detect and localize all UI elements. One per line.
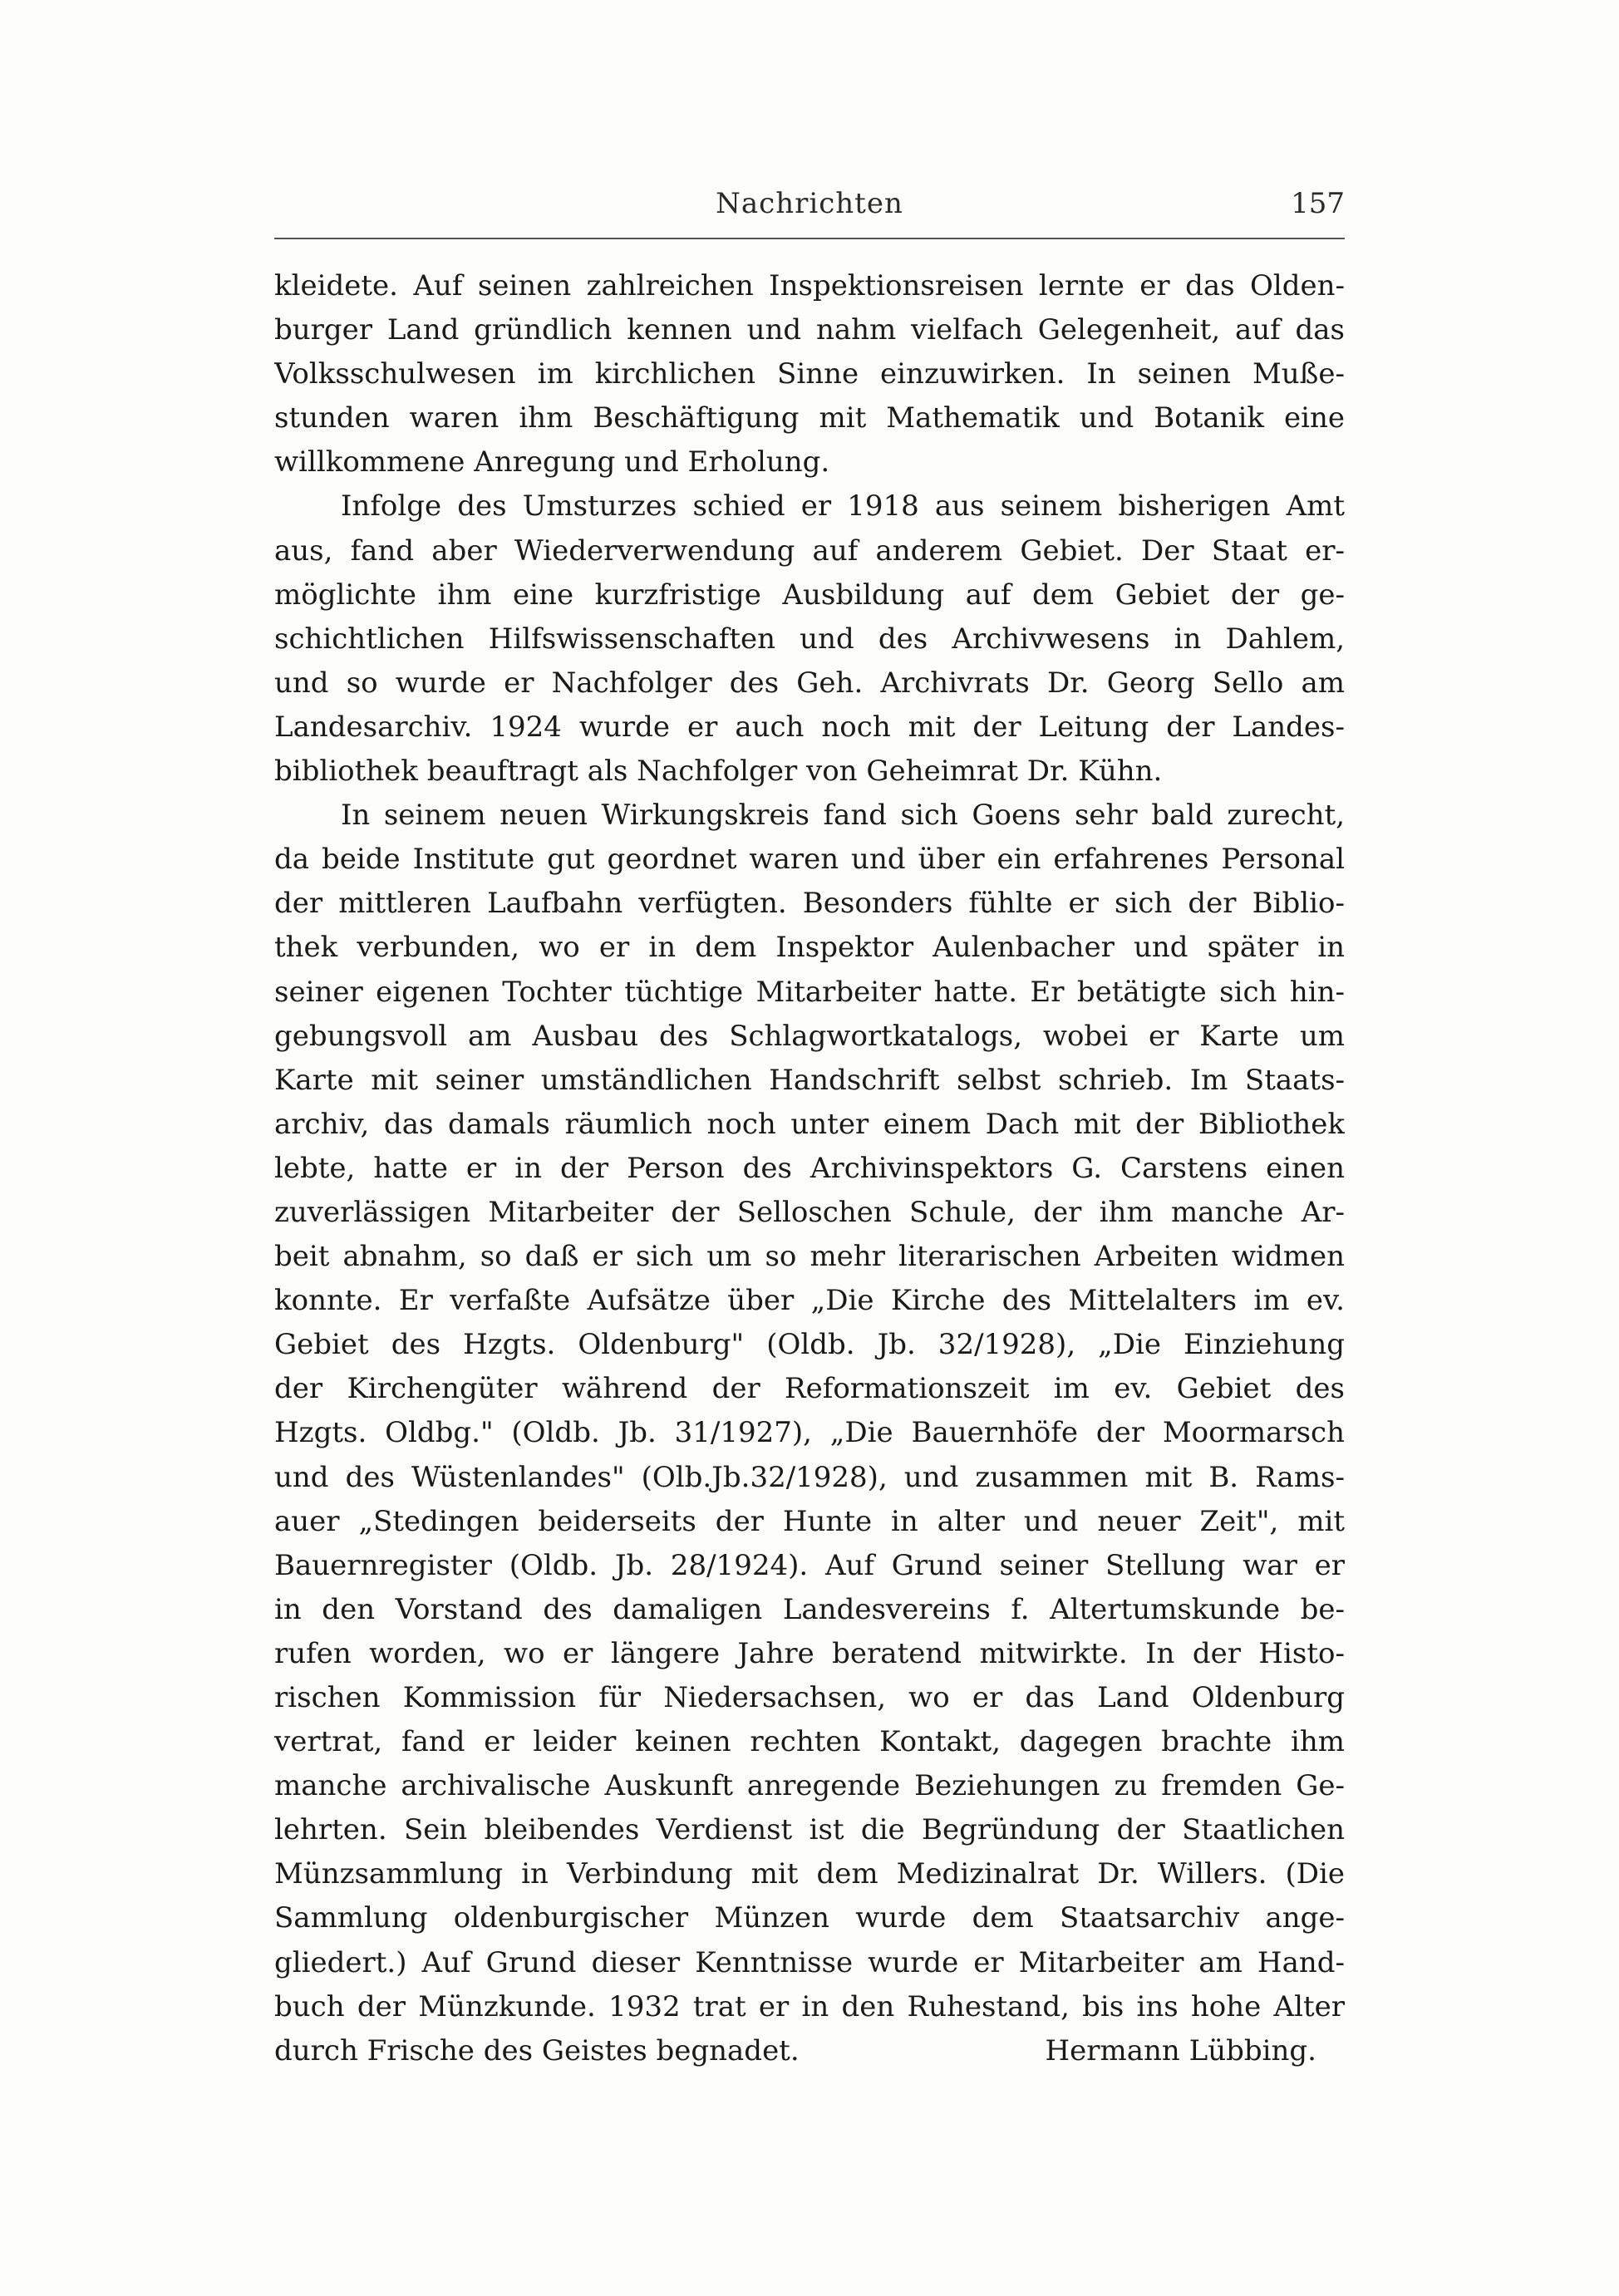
- text-line: da beide Institute gut geordnet waren und über ein erfahrenes Personal: [274, 843, 1345, 877]
- text-line: schichtlichen Hilfswissenschaften und des Archivwesens in Dahlem,: [274, 622, 1345, 656]
- text-line: manche archivalische Auskunft anregende Beziehungen zu fremden Ge-: [274, 1769, 1345, 1803]
- text-line: und so wurde er Nachfolger des Geh. Archivrats Dr. Georg Sello am: [274, 666, 1345, 700]
- text-line: in den Vorstand des damaligen Landesvereins f. Altertumskunde be-: [274, 1592, 1345, 1626]
- text-line: Bauernregister (Oldb. Jb. 28/1924). Auf Grund seiner Stellung war er: [274, 1548, 1345, 1582]
- running-head: [274, 187, 1345, 237]
- text-line: zuverlässigen Mitarbeiter der Selloschen Schule, der ihm manche Ar-: [274, 1195, 1345, 1229]
- text-line: rufen worden, wo er längere Jahre beratend mitwirkte. In der Histo-: [274, 1636, 1345, 1670]
- running-title: Nachrichten: [716, 187, 903, 220]
- text-line: Infolge des Umsturzes schied er 1918 aus seinem bisherigen Amt: [341, 489, 1345, 524]
- text-line: seiner eigenen Tochter tüchtige Mitarbeiter hatte. Er betätigte sich hin-: [274, 975, 1345, 1009]
- final-sentence: durch Frische des Geistes begnadet.: [274, 2033, 800, 2067]
- text-line: stunden waren ihm Beschäftigung mit Mathematik und Botanik eine: [274, 401, 1345, 435]
- text-line: Karte mit seiner umständlichen Handschrift selbst schrieb. Im Staats-: [274, 1063, 1345, 1097]
- body-text: [274, 264, 1345, 2073]
- text-line: Münzsammlung in Verbindung mit dem Medizinalrat Dr. Willers. (Die: [274, 1857, 1345, 1891]
- text-line: lehrten. Sein bleibendes Verdienst ist die Begründung der Staatlichen: [274, 1813, 1345, 1847]
- text-line: gebungsvoll am Ausbau des Schlagwortkatalogs, wobei er Karte um: [274, 1019, 1345, 1053]
- text-line: und des Wüstenlandes" (Olb.Jb.32/1928), und zusammen mit B. Rams-: [274, 1460, 1345, 1494]
- page-number: 157: [1291, 187, 1345, 220]
- author-signature: Hermann Lübbing.: [1045, 2033, 1316, 2067]
- text-line: gliedert.) Auf Grund dieser Kenntnisse wurde er Mitarbeiter am Hand-: [274, 1945, 1345, 1979]
- text-line: In seinem neuen Wirkungskreis fand sich Goens sehr bald zurecht,: [341, 799, 1345, 833]
- text-line: konnte. Er verfaßte Aufsätze über „Die Kirche des Mittelalters im ev.: [274, 1284, 1345, 1318]
- text-line: rischen Kommission für Niedersachsen, wo er das Land Oldenburg: [274, 1681, 1345, 1714]
- text-line: Volksschulwesen im kirchlichen Sinne einzuwirken. In seinen Muße-: [274, 357, 1345, 391]
- text-line: der mittleren Laufbahn verfügten. Besonders fühlte er sich der Biblio-: [274, 887, 1345, 921]
- text-line: der Kirchengüter während der Reformationszeit im ev. Gebiet des: [274, 1372, 1345, 1406]
- text-line: Landesarchiv. 1924 wurde er auch noch mit der Leitung der Landes-: [274, 710, 1345, 744]
- text-line: kleidete. Auf seinen zahlreichen Inspektionsreisen lernte er das Olden-: [274, 269, 1345, 302]
- text-line: archiv, das damals räumlich noch unter einem Dach mit der Bibliothek: [274, 1107, 1345, 1141]
- header-rule: [274, 238, 1345, 239]
- text-line: Sammlung oldenburgischer Münzen wurde dem Staatsarchiv ange-: [274, 1901, 1345, 1935]
- text-line: möglichte ihm eine kurzfristige Ausbildung auf dem Gebiet der ge-: [274, 578, 1345, 612]
- text-line: willkommene Anregung und Erholung.: [274, 445, 830, 479]
- text-line: Hzgts. Oldbg." (Oldb. Jb. 31/1927), „Die Bauernhöfe der Moormarsch: [274, 1416, 1345, 1450]
- text-line: buch der Münzkunde. 1932 trat er in den Ruhestand, bis ins hohe Alter: [274, 1989, 1345, 2023]
- text-line: aus, fand aber Wiederverwendung auf anderem Gebiet. Der Staat er-: [274, 533, 1345, 568]
- text-line: burger Land gründlich kennen und nahm vielfach Gelegenheit, auf das: [274, 313, 1345, 347]
- text-line: auer „Stedingen beiderseits der Hunte in alter und neuer Zeit", mit: [274, 1504, 1345, 1538]
- text-line: thek verbunden, wo er in dem Inspektor Aulenbacher und später in: [274, 931, 1345, 965]
- text-line: bibliothek beauftragt als Nachfolger von Geheimrat Dr. Kühn.: [274, 755, 1163, 789]
- text-line: Gebiet des Hzgts. Oldenburg" (Oldb. Jb. 32/1928), „Die Einziehung: [274, 1328, 1345, 1362]
- text-line: vertrat, fand er leider keinen rechten Kontakt, dagegen brachte ihm: [274, 1725, 1345, 1759]
- final-line: [274, 2029, 1345, 2073]
- text-line: beit abnahm, so daß er sich um so mehr literarischen Arbeiten widmen: [274, 1240, 1345, 1274]
- text-line: lebte, hatte er in der Person des Archivinspektors G. Carstens einen: [274, 1151, 1345, 1185]
